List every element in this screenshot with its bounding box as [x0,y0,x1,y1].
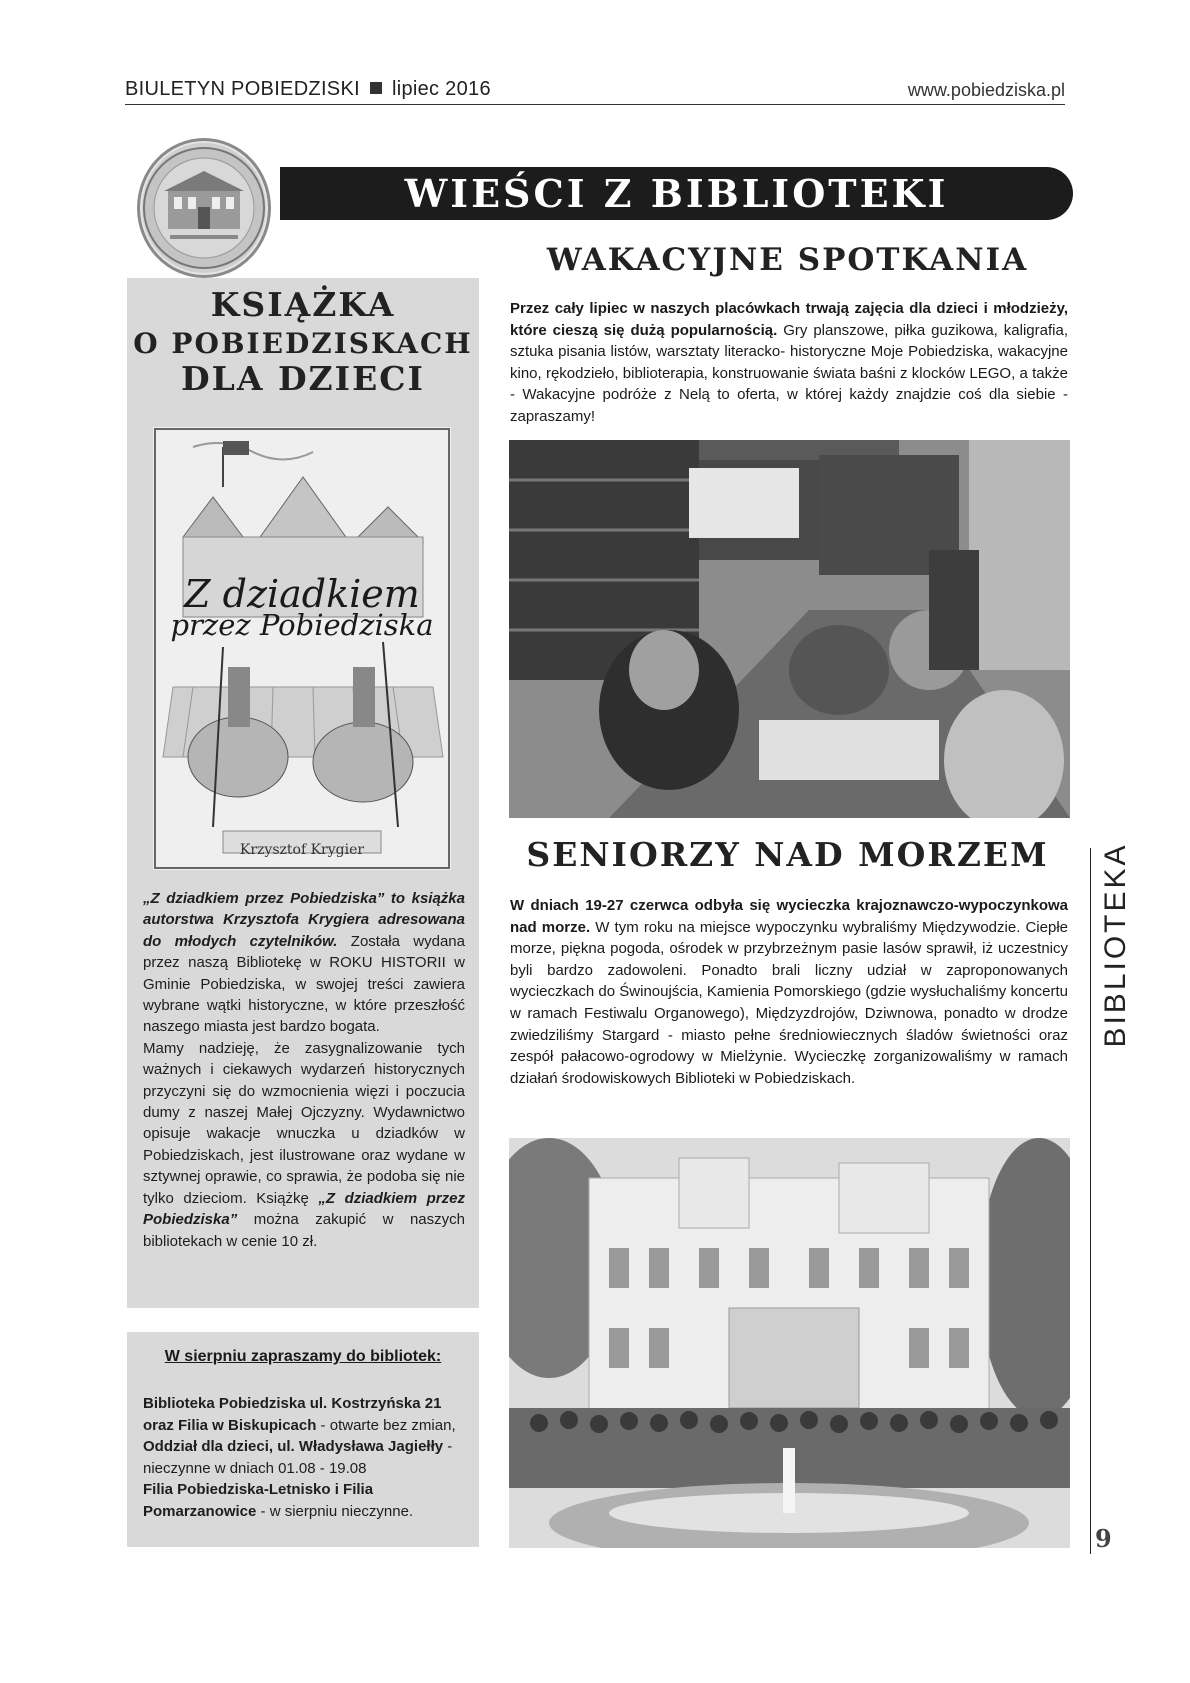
header-rule [125,104,1065,105]
book-cover-author: Krzysztof Krygier [239,842,365,858]
desc-bold-intro: „Z dziadkiem przez Pobiedziska” to książka autorstwa Krzysztofa Krygiera adresowana do młodych czytelników. [143,890,465,950]
info-line1-bold: Biblioteka Pobiedziska ul. Kostrzyńska 21 oraz Filia w Biskupicach [143,1395,442,1434]
side-label-text: BIBLIOTEKA [1099,842,1132,1048]
book-description [143,888,465,1252]
wakacyjne-text-bold: Przez cały lipiec w naszych placówkach trwają zajęcia dla dzieci i młodzieży, które cieszą się dużą popularnością. [510,300,1068,339]
seal-graphic [140,141,268,275]
wakacyjne-text-body: Gry planszowe, piłka guzikowa, kaligrafia, sztuka pisania listów, warsztaty literacko- historyczne Moje Pobiedziska, wakacyjne kino, rękodzieło, biblioterapia, konstruowanie świata baśni z klocków LEGO, a także - Wakacyjne podróże z Nelą to oferta, w której każdy znajdzie coś dla siebie - zapraszamy! [510,321,1068,425]
square-bullet-icon [370,82,382,94]
info-line2: - nieczynne w dniach 01.08 - 19.08 [143,1438,453,1477]
desc-text-2: Mamy nadzieję, że zasygnalizowanie tych ważnych i ciekawych wydarzeń historycznych przyczyni się do wzmocnienia więzi i poczucia dumy z naszej Małej Ojczyzny. Wydawnictwo opisuje wakacje wnuczka u dziadków w Pobiedziskach, jest ilustrowane oraz wydane w sztywnej oprawie, co sprawia, że podoba się nie tylko dzieciom. Książkę [143,1039,465,1207]
seniorzy-text-body: W tym roku na miejsce wypoczynku wybraliśmy Międzywodzie. Ciepłe morze, piękna pogoda, ośrodek w przybrzeżnym pasie lasów sprawił, iż uczestnicy byli bardzo zadowoleni. Ponadto brali liczny udział w zaproponowanych wycieczkach do Świnoujścia, Kamienia Pomorskiego (gdzie wysłuchaliśmy koncertu w ramach Festiwalu Organowego), Międzyzdrojów, Dziwnowa, ponadto w drodze zwiedziliśmy Stargard - miasto pełne średniowiecznych śladów świetności oraz zespół pałacowo-ogrodowy w Mielżynie. Wycieczkę zorganizowaliśmy w ramach działań środowiskowych Biblioteki w Pobiedziskach. [510,918,1068,1087]
book-section-title [127,285,479,399]
library-workshop-photo [509,440,1070,818]
seniorzy-title: SENIORZY NAD MORZEM [526,835,1049,874]
header-website[interactable]: www.pobiedziska.pl [907,80,1065,100]
cover-title-line-2: przez Pobiedziska [170,608,434,642]
desc-text-1: Została wydana przez naszą Bibliotekę w ROKU HISTORII w Gminie Pobiedziska, w swojej treści zawiera wybrane wątki historyczne, w które przeszłość naszego miasta jest bardzo bogata. [143,932,465,1036]
title-line-2: O POBIEDZISKACH [133,326,473,360]
library-seal-logo [137,138,271,278]
cover-title-line-1: Z dziadkiem [184,572,420,616]
palace-photo-graphic [509,1138,1070,1548]
seniorzy-text-bold: W dniach 19-27 czerwca odbyła się wycieczka krajoznawczo-wypoczynkowa nad morze. [510,897,1068,936]
book-cover-image [153,427,451,870]
seniorzy-text [510,895,1068,1089]
info-line3-bold: Filia Pobiedziska-Letnisko i Filia Pomarzanowice [143,1481,374,1520]
publication-name: BIULETYN POBIEDZISKI [125,78,360,100]
title-line-1: KSIĄŻKA [210,285,396,324]
info-line2-bold: Oddział dla dzieci, ul. Władysława Jagiełły [143,1438,444,1455]
wakacyjne-title: WAKACYJNE SPOTKANIA [546,242,1029,278]
workshop-photo-graphic [509,440,1070,818]
wakacyjne-text [510,298,1068,428]
info-box-title: W sierpniu zapraszamy do bibliotek: [164,1348,442,1365]
title-line-3: DLA DZIECI [181,359,425,399]
info-line1: - otwarte bez zmian, [316,1416,456,1434]
section-side-label [1086,840,1146,1050]
section-banner: WIEŚCI Z BIBLIOTEKI [280,167,1073,220]
header-publication [125,78,491,101]
issue-date: lipiec 2016 [391,78,491,100]
book-cover-illustration [153,427,451,870]
info-box-body [143,1393,465,1522]
desc-bold-title: „Z dziadkiem przez Pobiedziska” [143,1189,465,1229]
info-line3: - w sierpniu nieczynne. [256,1502,414,1520]
page-number: 9 [1095,1524,1112,1553]
palace-group-photo [509,1138,1070,1548]
side-rule [1090,848,1091,1554]
desc-text-3: można zakupić w naszych bibliotekach w cenie 10 zł. [143,1211,465,1250]
